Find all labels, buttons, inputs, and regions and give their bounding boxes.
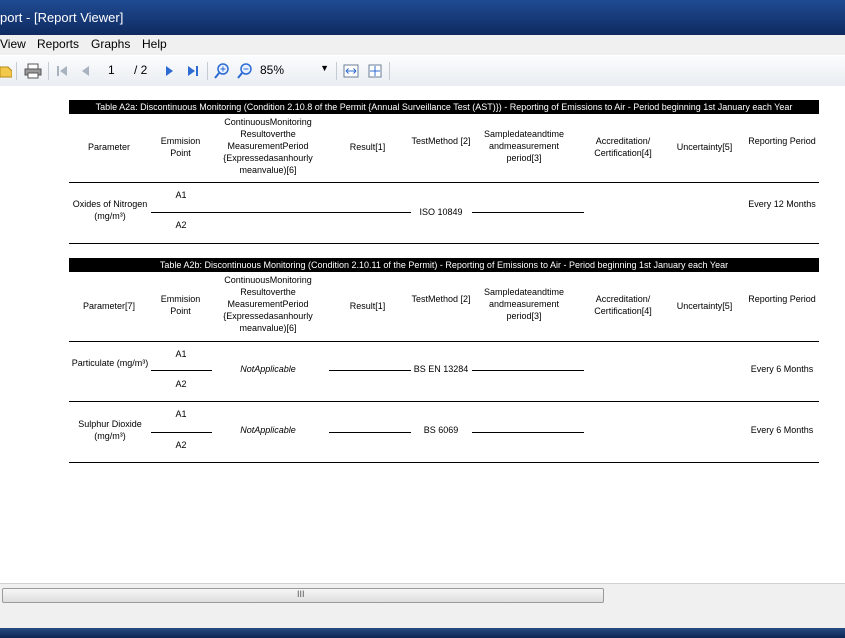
- header-accreditation: Accreditation/ Certification[4]: [594, 294, 652, 316]
- table-divider: [69, 401, 819, 402]
- header-parameter: Parameter[7]: [82, 301, 136, 311]
- header-emission-point: Emmision Point: [160, 136, 201, 158]
- menu-bar: [0, 35, 845, 55]
- row-line: [472, 432, 584, 433]
- row-line: [472, 370, 584, 371]
- header-continuous-monitoring: ContinuousMonitoring Resultoverthe MeasurementPeriod {Expressedasanhourly meanvalue)[6]: [223, 117, 313, 175]
- zoom-value: 85%: [260, 63, 285, 77]
- header-parameter: Parameter: [87, 142, 131, 152]
- table-divider: [69, 462, 819, 463]
- row-continuous: NotApplicable: [240, 425, 296, 435]
- row-line: [151, 212, 411, 213]
- header-test-method: TestMethod [2]: [411, 136, 471, 146]
- row-parameter: Oxides of Nitrogen (mg/m³): [72, 199, 148, 221]
- toolbar-separator: [389, 62, 390, 80]
- row-reporting-period: Every 12 Months: [748, 199, 816, 209]
- row-reporting-period: Every 6 Months: [750, 425, 814, 435]
- fit-page-icon[interactable]: [365, 61, 385, 81]
- header-reporting-period: Reporting Period: [748, 136, 816, 146]
- table-b-title: Table A2b: Discontinuous Monitoring (Condition 2.10.11 of the Permit) - Reporting of Emissions to Air - Period beginning 1st January each Year: [69, 258, 819, 272]
- menu-help[interactable]: Help: [142, 37, 167, 51]
- scrollbar-grip: III: [297, 589, 305, 599]
- header-sample-date: Sampledateandtime andmeasurement period[3]: [483, 129, 565, 163]
- zoom-select[interactable]: [258, 62, 332, 79]
- header-sample-date: Sampledateandtime andmeasurement period[3]: [483, 287, 565, 321]
- header-emission-point: Emmision Point: [160, 294, 201, 316]
- header-uncertainty: Uncertainty[5]: [676, 301, 733, 311]
- chevron-down-icon: ▼: [320, 63, 329, 73]
- printer-icon[interactable]: [22, 61, 44, 81]
- row-test-method: BS 6069: [423, 425, 459, 435]
- title-bar: [0, 0, 845, 35]
- header-accreditation: Accreditation/ Certification[4]: [594, 136, 652, 158]
- row-continuous: NotApplicable: [240, 364, 296, 374]
- row-line: [329, 370, 411, 371]
- last-page-icon[interactable]: [184, 61, 202, 81]
- horizontal-scrollbar[interactable]: [0, 583, 845, 606]
- table-divider: [69, 243, 819, 244]
- row-point-a1: A1: [175, 190, 187, 200]
- row-test-method: BS EN 13284: [413, 364, 469, 374]
- zoom-out-icon[interactable]: [235, 61, 255, 81]
- table-a-title: Table A2a: Discontinuous Monitoring (Condition 2.10.8 of the Permit {Annual Surveillance Test (AST)}) - Reporting of Emissions to Air - Period beginning 1st January each Year: [69, 100, 819, 114]
- window-title: port - [Report Viewer]: [0, 10, 124, 25]
- toolbar-separator: [336, 62, 337, 80]
- header-result: Result[1]: [349, 142, 386, 152]
- row-parameter: Sulphur Dioxide (mg/m³): [78, 419, 142, 441]
- first-page-icon[interactable]: [53, 61, 71, 81]
- row-line: [151, 370, 212, 371]
- folder-icon[interactable]: [0, 61, 12, 81]
- row-point-a2: A2: [175, 220, 187, 230]
- header-result: Result[1]: [349, 301, 386, 311]
- toolbar-separator: [16, 62, 17, 80]
- table-divider: [69, 182, 819, 183]
- fit-width-icon[interactable]: [341, 61, 361, 81]
- header-reporting-period: Reporting Period: [748, 294, 816, 304]
- menu-graphs[interactable]: Graphs: [91, 37, 131, 51]
- row-point-a2: A2: [175, 440, 187, 450]
- zoom-in-icon[interactable]: [212, 61, 232, 81]
- scrollbar-thumb[interactable]: [2, 588, 604, 603]
- header-uncertainty: Uncertainty[5]: [676, 142, 733, 152]
- row-parameter: Particulate (mg/m³): [71, 358, 149, 368]
- table-divider: [69, 341, 819, 342]
- row-reporting-period: Every 6 Months: [750, 364, 814, 374]
- menu-view[interactable]: View: [0, 37, 26, 51]
- menu-reports[interactable]: Reports: [37, 37, 80, 51]
- row-point-a2: A2: [175, 379, 187, 389]
- row-point-a1: A1: [175, 409, 187, 419]
- status-bar: [0, 606, 845, 628]
- toolbar-separator: [48, 62, 49, 80]
- page-current-input[interactable]: 1: [108, 63, 115, 77]
- report-page: [0, 86, 845, 582]
- row-line: [151, 432, 212, 433]
- row-line: [472, 212, 584, 213]
- taskbar: [0, 628, 845, 638]
- header-test-method: TestMethod [2]: [411, 294, 471, 304]
- toolbar-separator: [207, 62, 208, 80]
- row-point-a1: A1: [175, 349, 187, 359]
- row-test-method: ISO 10849: [419, 207, 463, 217]
- page-total: / 2: [134, 63, 148, 77]
- header-continuous-monitoring: ContinuousMonitoring Resultoverthe MeasurementPeriod {Expressedasanhourly meanvalue)[6]: [223, 275, 313, 333]
- toolbar: [0, 56, 845, 87]
- row-line: [329, 432, 411, 433]
- prev-page-icon[interactable]: [76, 61, 94, 81]
- next-page-icon[interactable]: [161, 61, 179, 81]
